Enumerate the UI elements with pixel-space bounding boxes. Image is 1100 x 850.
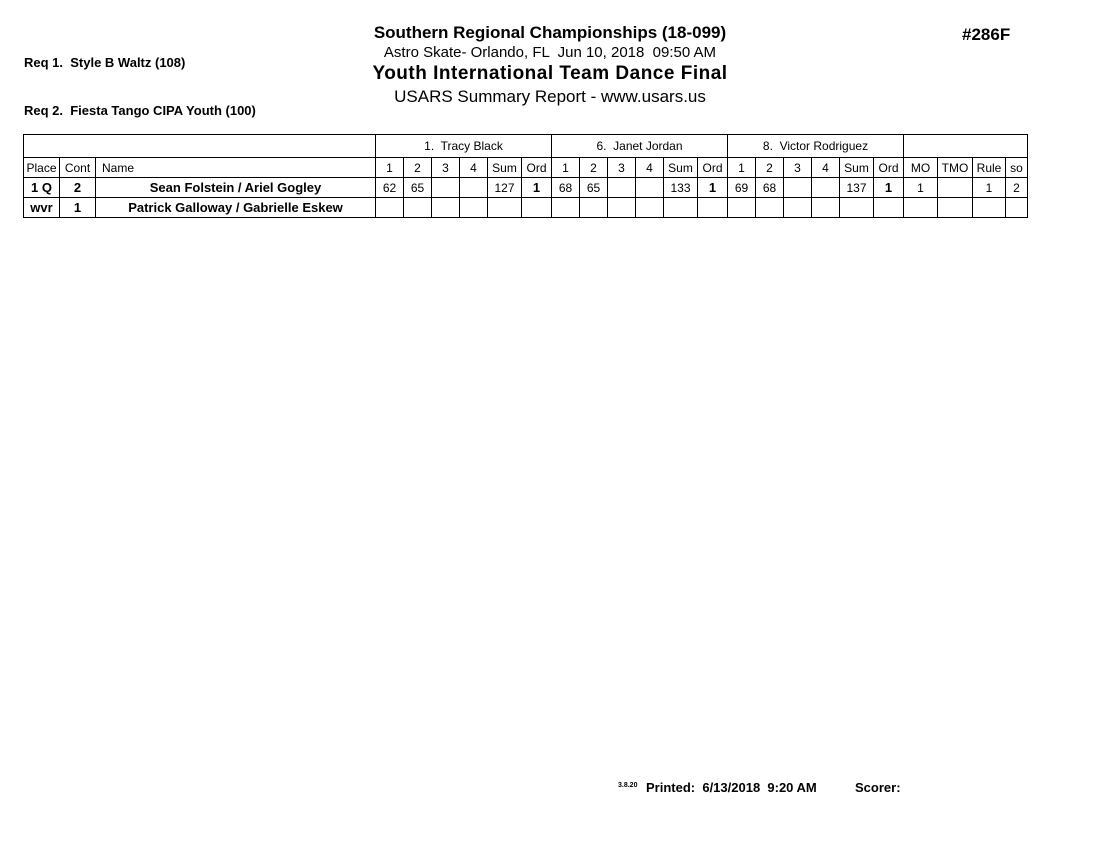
cell-j3-ord (874, 198, 904, 218)
result-row (24, 198, 1028, 218)
cell-so: 2 (1006, 178, 1028, 198)
cell-mo (904, 198, 938, 218)
cell-j2-score1: 68 (552, 178, 580, 198)
cell-j3-score2 (756, 198, 784, 218)
report-header (0, 23, 1100, 109)
scorer-label: Scorer: (855, 780, 901, 795)
col-header-so: so (1006, 158, 1028, 178)
cell-j2-sum: 133 (664, 178, 698, 198)
cell-j3-score3 (784, 178, 812, 198)
results-table (23, 134, 1028, 218)
cell-j1-sum (488, 198, 522, 218)
col-header-j2-d3: 3 (608, 158, 636, 178)
cell-place: wvr (24, 198, 60, 218)
col-header-j1-d1: 1 (376, 158, 404, 178)
cell-j3-ord: 1 (874, 178, 904, 198)
cell-so (1006, 198, 1028, 218)
cell-j3-score4 (812, 178, 840, 198)
cell-j3-score1 (728, 198, 756, 218)
cell-rule (973, 198, 1006, 218)
cell-j3-score3 (784, 198, 812, 218)
col-header-mo: MO (904, 158, 938, 178)
cell-j1-score3 (432, 198, 460, 218)
col-header-rule: Rule (973, 158, 1006, 178)
requirement-line-2: Req 2. Fiesta Tango CIPA Youth (100) (24, 103, 256, 118)
col-header-j2-d4: 4 (636, 158, 664, 178)
cell-j2-ord (698, 198, 728, 218)
championship-title: Southern Regional Championships (18-099) (373, 23, 727, 42)
col-header-j1-d3: 3 (432, 158, 460, 178)
cell-j2-score1 (552, 198, 580, 218)
cell-mo: 1 (904, 178, 938, 198)
col-header-place: Place (24, 158, 60, 178)
cell-j1-score3 (432, 178, 460, 198)
column-header-row (24, 158, 1028, 178)
cell-j3-sum: 137 (840, 178, 874, 198)
judge-row-spacer-right (904, 135, 1028, 158)
judge-row-spacer-left (24, 135, 376, 158)
col-header-j2-ord: Ord (698, 158, 728, 178)
venue-date-line: Astro Skate- Orlando, FL Jun 10, 2018 09:50 AM (383, 44, 717, 61)
cell-j2-score4 (636, 198, 664, 218)
col-header-j1-d2: 2 (404, 158, 432, 178)
col-header-j3-ord: Ord (874, 158, 904, 178)
cell-skater-names: Sean Folstein / Ariel Gogley (96, 178, 376, 198)
cell-j3-sum (840, 198, 874, 218)
col-header-j3-d4: 4 (812, 158, 840, 178)
col-header-j3-d3: 3 (784, 158, 812, 178)
cell-j1-sum: 127 (488, 178, 522, 198)
judge-3-name: 8. Victor Rodriguez (728, 135, 904, 158)
cell-cont: 2 (60, 178, 96, 198)
col-header-j1-sum: Sum (488, 158, 522, 178)
cell-skater-names: Patrick Galloway / Gabrielle Eskew (96, 198, 376, 218)
cell-j1-score4 (460, 178, 488, 198)
cell-j2-score2 (580, 198, 608, 218)
result-row (24, 178, 1028, 198)
cell-j3-score2: 68 (756, 178, 784, 198)
report-type-line: USARS Summary Report - www.usars.us (394, 87, 706, 106)
col-header-j2-d2: 2 (580, 158, 608, 178)
judge-header-row (24, 135, 1028, 158)
event-title: Youth International Team Dance Final (372, 63, 728, 84)
col-header-j3-d2: 2 (756, 158, 784, 178)
cell-j1-score2 (404, 198, 432, 218)
col-header-tmo: TMO (938, 158, 973, 178)
judge-2-name: 6. Janet Jordan (552, 135, 728, 158)
cell-tmo (938, 198, 973, 218)
col-header-j1-ord: Ord (522, 158, 552, 178)
cell-j1-ord: 1 (522, 178, 552, 198)
col-header-cont: Cont (60, 158, 96, 178)
cell-j3-score1: 69 (728, 178, 756, 198)
col-header-name: Name (96, 158, 376, 178)
cell-j3-score4 (812, 198, 840, 218)
cell-j2-score3 (608, 198, 636, 218)
cell-j1-ord (522, 198, 552, 218)
cell-j2-ord: 1 (698, 178, 728, 198)
cell-cont: 1 (60, 198, 96, 218)
col-header-j2-d1: 1 (552, 158, 580, 178)
col-header-j1-d4: 4 (460, 158, 488, 178)
event-number: #286F (962, 25, 1011, 44)
report-footer (0, 780, 1100, 800)
cell-j2-score4 (636, 178, 664, 198)
printed-timestamp: Printed: 6/13/2018 9:20 AM (646, 780, 817, 795)
cell-place: 1 Q (24, 178, 60, 198)
cell-j1-score4 (460, 198, 488, 218)
software-version: 3.8.20 (618, 782, 638, 789)
cell-j2-score3 (608, 178, 636, 198)
cell-tmo (938, 178, 973, 198)
col-header-j3-sum: Sum (840, 158, 874, 178)
col-header-j3-d1: 1 (728, 158, 756, 178)
col-header-j2-sum: Sum (664, 158, 698, 178)
cell-j2-score2: 65 (580, 178, 608, 198)
cell-j1-score2: 65 (404, 178, 432, 198)
cell-j1-score1 (376, 198, 404, 218)
cell-rule: 1 (973, 178, 1006, 198)
cell-j1-score1: 62 (376, 178, 404, 198)
judge-1-name: 1. Tracy Black (376, 135, 552, 158)
cell-j2-sum (664, 198, 698, 218)
requirement-line-1: Req 1. Style B Waltz (108) (24, 55, 186, 70)
